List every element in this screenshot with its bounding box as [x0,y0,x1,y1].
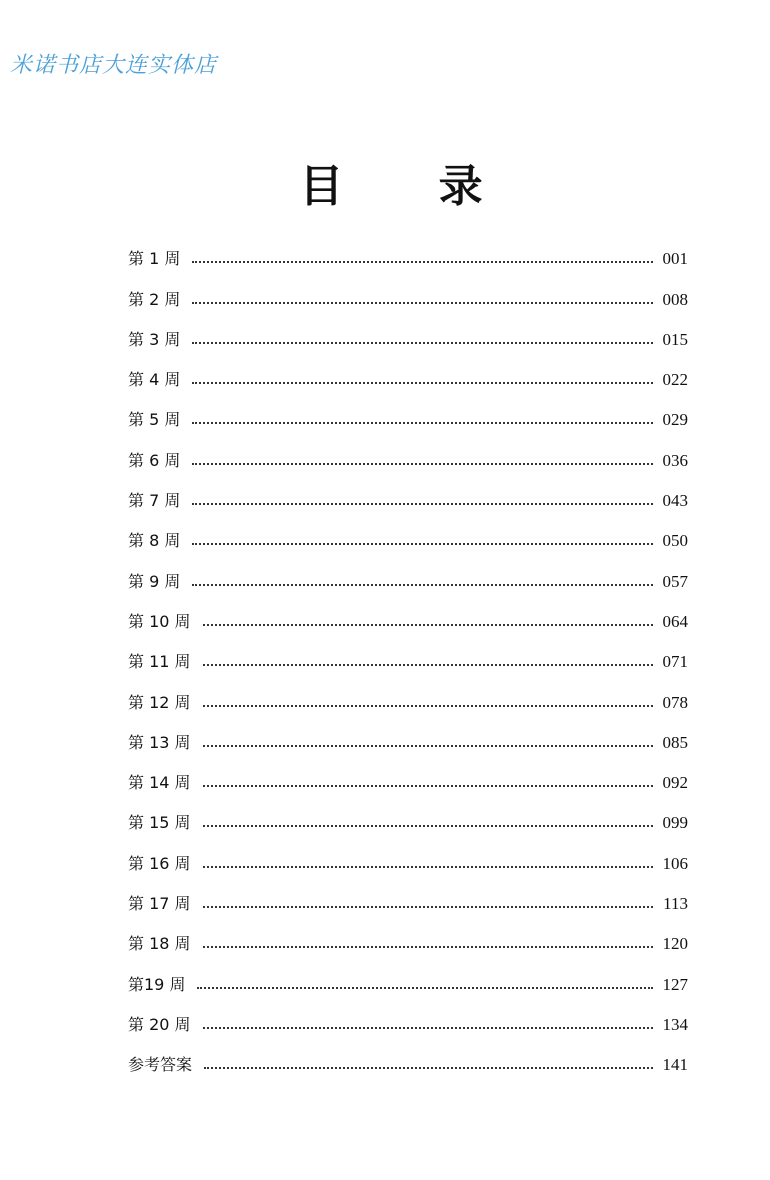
toc-entry-label: 第 8 周 [128,531,181,551]
toc-entry-page: 078 [662,692,688,712]
toc-entry-label: 第 9 周 [128,571,181,591]
toc-entry-label: 第 16 周 [128,853,191,873]
toc-entry-page: 085 [662,732,688,752]
toc-entry-week-9[interactable] [128,555,688,595]
dot-leader [203,946,653,948]
toc-entry-week-19[interactable] [128,958,688,998]
dot-leader [203,664,653,666]
dot-leader [203,785,653,787]
toc-entry-page: 029 [662,410,688,430]
toc-entry-page: 106 [662,853,688,873]
toc-entry-week-7[interactable] [128,475,688,515]
toc-entry-label: 第 6 周 [128,450,181,470]
toc-entry-page: 134 [662,1014,688,1034]
toc-entry-page: 071 [662,652,688,672]
toc-entry-label: 第 3 周 [128,329,181,349]
toc-entry-label: 第 18 周 [128,934,191,954]
toc-entry-page: 050 [662,531,688,551]
toc-entry-label: 第 7 周 [128,491,181,511]
toc-entry-page: 127 [662,974,688,994]
toc-entry-week-14[interactable] [128,757,688,797]
dot-leader [203,1027,653,1029]
dot-leader [192,503,652,505]
toc-entry-week-20[interactable] [128,999,688,1039]
toc-entry-week-11[interactable] [128,636,688,676]
toc-entry-page: 064 [662,611,688,631]
toc-entry-label: 第 1 周 [128,249,181,269]
toc-entry-label: 第 12 周 [128,692,191,712]
toc-entry-page: 015 [662,329,688,349]
dot-leader [192,584,652,586]
toc-entry-label: 参考答案 [128,1055,193,1075]
toc-entry-week-15[interactable] [128,797,688,837]
page-title: 目 录 [299,161,523,212]
toc-entry-page: 141 [662,1055,688,1075]
dot-leader [192,463,652,465]
toc-entry-week-5[interactable] [128,394,688,434]
toc-entry-page: 057 [662,571,688,591]
toc-entry-week-3[interactable] [128,314,688,354]
dot-leader [204,1067,652,1069]
dot-leader [203,825,653,827]
dot-leader [203,866,653,868]
toc-entry-page: 092 [662,773,688,793]
table-of-contents [128,233,688,1079]
dot-leader [197,987,652,989]
dot-leader [192,261,652,263]
toc-entry-label: 第 20 周 [128,1014,191,1034]
toc-entry-label: 第 14 周 [128,773,191,793]
toc-entry-page: 036 [662,450,688,470]
toc-entry-week-10[interactable] [128,596,688,636]
toc-entry-page: 099 [662,813,688,833]
toc-entry-page: 022 [662,370,688,390]
dot-leader [192,342,652,344]
toc-entry-label: 第19 周 [128,974,186,994]
watermark-text: 米诺书店大连实体店 [10,53,218,78]
toc-entry-page: 001 [662,249,688,269]
dot-leader [203,745,653,747]
toc-entry-label: 第 5 周 [128,410,181,430]
toc-entry-week-18[interactable] [128,918,688,958]
toc-entry-label: 第 15 周 [128,813,191,833]
toc-entry-week-17[interactable] [128,878,688,918]
toc-entry-label: 第 13 周 [128,732,191,752]
toc-entry-week-16[interactable] [128,837,688,877]
dot-leader [192,382,652,384]
toc-entry-week-2[interactable] [128,273,688,313]
dot-leader [192,422,652,424]
toc-entry-answers[interactable] [128,1039,688,1079]
toc-entry-page: 120 [662,934,688,954]
toc-entry-week-6[interactable] [128,434,688,474]
toc-entry-label: 第 10 周 [128,611,191,631]
dot-leader [192,543,652,545]
toc-entry-page: 008 [662,289,688,309]
toc-entry-week-4[interactable] [128,354,688,394]
toc-entry-label: 第 11 周 [128,652,191,672]
toc-entry-label: 第 4 周 [128,370,181,390]
toc-entry-week-8[interactable] [128,515,688,555]
toc-entry-label: 第 17 周 [128,894,191,914]
toc-entry-label: 第 2 周 [128,289,181,309]
toc-entry-page: 043 [662,491,688,511]
dot-leader [203,906,654,908]
toc-entry-page: 113 [663,894,688,914]
dot-leader [203,705,653,707]
toc-entry-week-13[interactable] [128,717,688,757]
dot-leader [192,302,652,304]
toc-entry-week-12[interactable] [128,676,688,716]
dot-leader [203,624,653,626]
toc-entry-week-1[interactable] [128,233,688,273]
